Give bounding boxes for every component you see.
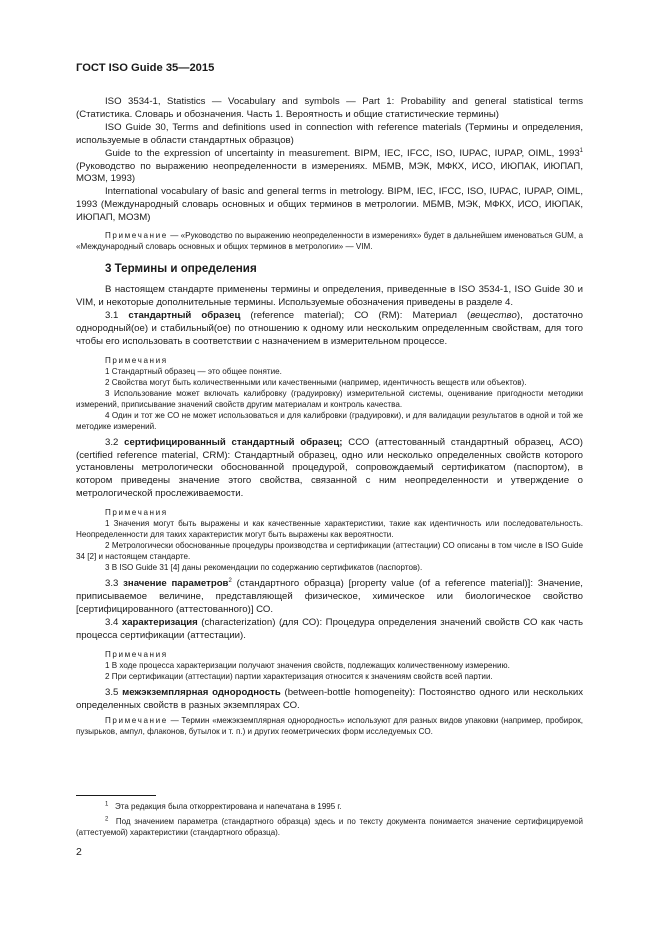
term-name: межэкземплярная однородность — [122, 686, 281, 698]
note-3-2-item: 2 Метрологически обоснованные процедуры производства и сертификации (аттестации) СО описаны в том числе в ISO Guide 34 [2] и настоящем стандарте. — [76, 541, 583, 562]
term-3-2 — [76, 437, 583, 502]
term-3-1 — [76, 310, 583, 349]
reference-iso-3534: ISO 3534-1, Statistics — Vocabulary and symbols — Part 1: Probability and general statistical terms (Статистика. Словарь и обозначения. Часть 1. Вероятность и общие статистические термины) — [76, 96, 583, 120]
notes-3-1-label: Примечания — [105, 355, 168, 365]
term-3-4 — [76, 617, 583, 643]
term-text: (characterization) (для СО): Процедура определения значений свойств СО как часть процесса сертификации (аттестации). — [76, 616, 583, 641]
term-name: стандартный образец — [128, 309, 241, 321]
reference-gum-translation: (Руководство по выражению неопределенности в измерениях. МБМВ, МЭК, МФКХ, ИСО, ИЮПАК, ИЮПАП, МОЗМ, 1993) — [76, 160, 583, 185]
term-number: 3.2 — [105, 436, 125, 448]
term-text: (reference material); СО (RM): Материал ( — [240, 309, 471, 321]
term-text: ССО (аттестованный стандартный образец, АСО) (certified reference material, CRM): Стандартный образец, одно или несколько определенных свойств которого установлены метрологически обоснованной процедурой, сопровождаемый сертификатом (паспортом), в котором приведены значение этого свойства, связанной с ним неопределенности и утверждение о метрологической прослеживаемости. — [76, 436, 583, 500]
reference-gum-text: Guide to the expression of uncertainty in measurement. BIPM, IEC, IFCC, ISO, IUPAC, IUPAP, OIML, 1993 — [105, 147, 580, 159]
term-name: значение параметров — [123, 578, 229, 590]
footnote-ref-1: 1 — [579, 147, 583, 154]
note-3-1-item: 1 Стандартный образец — это общее понятие. — [105, 366, 282, 376]
term-text: (between-bottle homogeneity): Постоянство одного или нескольких определенных свойств в разных экземплярах СО. — [76, 686, 583, 711]
note-3-2-item: 1 Значения могут быть выражены и как качественные характеристики, такие как идентичность или последовательность. Неопределенности для таких характеристик могут быть выражены как вероятности. — [76, 519, 583, 540]
term-name: характеризация — [121, 616, 198, 628]
note-gum-vim — [76, 230, 583, 252]
footnote-separator — [76, 795, 156, 796]
term-3-3 — [76, 578, 583, 617]
term-name: сертифицированный стандартный образец; — [124, 436, 343, 448]
notes-3-2-label: Примечания — [105, 508, 168, 518]
main-content — [76, 96, 583, 737]
note-label: Примечание — [105, 716, 168, 726]
note-3-1-item: 4 Один и тот же СО не может использоваться и для калибровки (градуировки), и для валидации результатов в одной и той же методике измерений. — [76, 410, 583, 431]
footnote-number: 2 — [105, 816, 109, 823]
reference-gum — [76, 148, 583, 187]
note-3-5 — [76, 715, 583, 737]
note-3-4-item: 2 При сертификации (аттестации) партии характеризация относится к значениям свойств всей партии. — [105, 671, 493, 681]
footnote-2 — [76, 816, 583, 838]
footnote-1 — [76, 801, 583, 812]
note-3-1-item: 2 Свойства могут быть количественными или качественными (например, идентичность веществ или объектов). — [105, 377, 527, 387]
section-3-intro: В настоящем стандарте применены термины и определения, приведенные в ISO 3534-1, ISO Guide 30 и VIM, и некоторые дополнительные термины. Используемые обозначения приведены в разделе 4. — [76, 284, 583, 308]
footnote-number: 1 — [105, 801, 109, 808]
footnote-ref-2: 2 — [228, 577, 232, 584]
note-text: — Термин «межэкземплярная однородность» используют для разных видов упаковки (например, пробирок, пузырьков, ампул, флаконов, бутылок и т. п.) и других геометрических форм исследуемых СО. — [76, 716, 583, 737]
footnote-text: Эта редакция была откорректирована и напечатана в 1995 г. — [115, 802, 342, 811]
note-3-4-item: 1 В ходе процесса характеризации получают значения свойств, подлежащих количественному измерению. — [105, 660, 510, 670]
term-italic: веществo — [470, 309, 517, 321]
note-3-1-item: 3 Использование может включать калибровку (градуировку) измерительной системы, оценивание пригодности методики измерений, приписывание значений свойств другим материалам и контроль качества. — [76, 388, 583, 409]
term-number: 3.1 — [105, 309, 129, 321]
term-text-cont: ), достаточно однородный(ое) и стабильный(ое) по отношению к одному или нескольким определенным свойствам, для того чтобы его использовать в соответствии с назначением в измерительном процессе. — [76, 309, 583, 347]
footnote-text: Под значением параметра (стандартного образца) здесь и по тексту документа понимается значение сертифицируемой (аттестуемой) характеристики (стандартного образца). — [76, 817, 583, 837]
term-number: 3.4 — [105, 616, 122, 628]
document-header: ГОСТ ISO Guide 35—2015 — [76, 62, 215, 74]
note-3-2-item: 3 В ISO Guide 31 [4] даны рекомендации по содержанию сертификатов (паспортов). — [105, 563, 423, 573]
section-3-heading: 3 Термины и определения — [105, 262, 257, 276]
reference-vim: International vocabulary of basic and general terms in metrology. BIPM, IEC, IFCC, ISO, IUPAC, IUPAP, OIML, 1993 (Международный словарь основных и общих терминов в метрологии. МБМВ, МЭК, МФКХ, ИСО, ИЮПАК, ИЮПАП, МОЗМ) — [76, 186, 583, 224]
note-text: — «Руководство по выражению неопределенности в измерениях» будет в дальнейшем именоваться GUM, а «Международный словарь основных и общих терминов в метрологии» — VIM. — [76, 231, 583, 252]
note-label: Примечание — [105, 231, 168, 241]
term-3-5 — [76, 687, 583, 713]
term-number: 3.5 — [105, 686, 123, 698]
notes-3-4-label: Примечания — [105, 649, 168, 659]
term-number: 3.3 — [105, 578, 124, 590]
page-number: 2 — [76, 846, 82, 858]
term-text: (стандартного образца) [property value (of a reference material)]: Значение, приписываемое величине, представляющей физическое, химическое или биологическое свойство [сертифицированного (аттестованного)] СО. — [76, 578, 583, 615]
reference-iso-guide-30: ISO Guide 30, Terms and definitions used in connection with reference materials (Термины и определения, используемые в области стандартных образцов) — [76, 121, 583, 146]
